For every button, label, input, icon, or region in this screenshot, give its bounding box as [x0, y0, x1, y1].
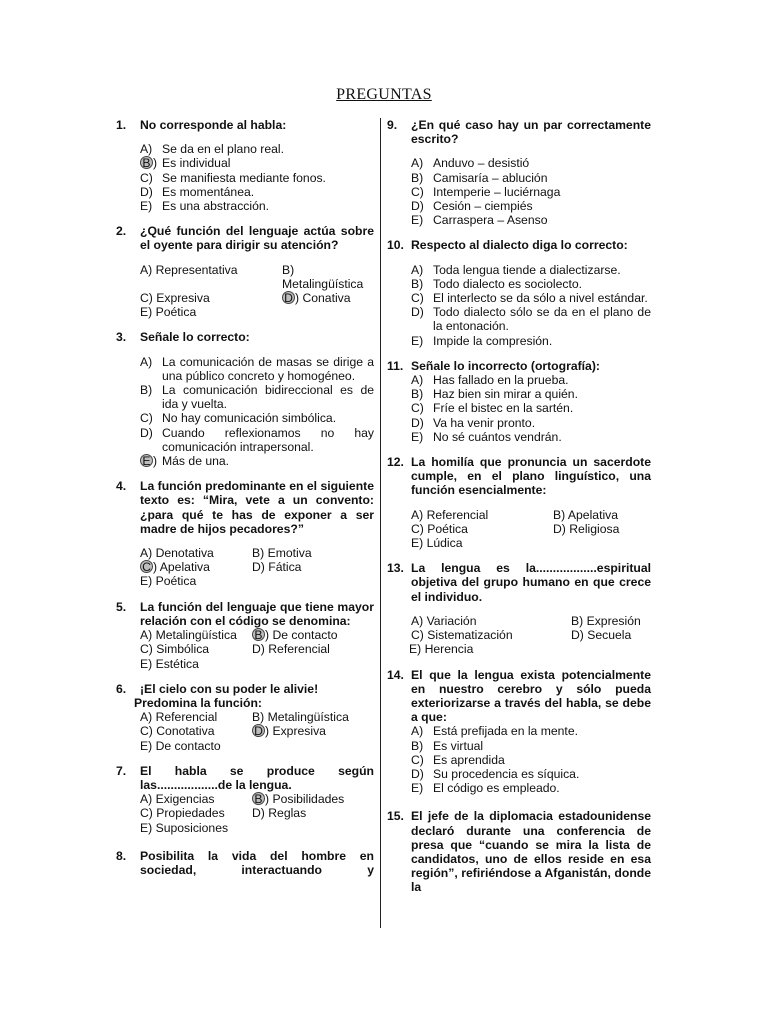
question-number: 7.: [116, 763, 127, 778]
question-8: [116, 849, 374, 877]
option: D) Reglas: [252, 806, 307, 821]
option: D) Cuando reflexionamos no hay comunicación intrapersonal.: [140, 425, 374, 454]
question-number: 3.: [116, 330, 127, 345]
option: E) Carraspera – Asenso: [411, 213, 548, 228]
question-12: [387, 455, 651, 550]
question-9: [387, 118, 651, 227]
question-number: 14.: [387, 667, 404, 682]
option: C) Conotativa: [140, 724, 215, 739]
option: C) No hay comunicación simbólica.: [140, 411, 337, 426]
question-number: 10.: [387, 238, 404, 253]
question-stem: El jefe de la diplomacia estadounidense declaró durante una conferencia de presa que “cuando se mira la lista de candidatos, uno de ellos reside en esa región”, refiriéndose a Afganistán, donde la: [411, 809, 651, 895]
question-number: 5.: [116, 599, 127, 614]
question-number: 11.: [387, 358, 404, 373]
question-5: [116, 600, 374, 671]
option: C) Se manifiesta mediante fonos.: [140, 170, 326, 185]
question-stem: Señale lo correcto:: [140, 330, 250, 345]
option: D) Es momentánea.: [140, 184, 255, 199]
option: C) Poética: [411, 521, 468, 536]
option: C) Fríe el bistec en la sartén.: [411, 401, 574, 416]
option: E) Lúdica: [411, 536, 463, 551]
question-stem: La función predominante en el siguiente texto es: “Mira, vete a un convento: ¿para qué te has de exponer a ser madre de hijos pecadores?”: [140, 479, 374, 536]
option: D) Referencial: [252, 642, 330, 657]
option: B) Todo dialecto es sociolecto.: [411, 276, 583, 291]
column-divider: [380, 118, 381, 928]
question-number: 2.: [116, 224, 127, 239]
question-number: 15.: [387, 809, 404, 824]
option: C) Expresiva: [140, 291, 210, 306]
question-stem: Posibilita la vida del hombre en sociedad, interactuando y: [140, 848, 374, 877]
question-stem: La lengua es la..................espiritual objetiva del grupo humano en que crece el individuo.: [411, 561, 651, 604]
option: B) La comunicación bidireccional es de ida y vuelta.: [140, 383, 374, 412]
option: B) Metalingüística: [252, 710, 349, 725]
question-14: [387, 668, 651, 796]
question-11: [387, 359, 651, 444]
question-stem: Señale lo incorrecto (ortografía):: [411, 358, 600, 373]
option: B) Camisaría – ablución: [411, 170, 548, 185]
option: A) Denotativa: [140, 546, 214, 561]
question-10: [387, 238, 651, 347]
option: C) El interlecto se da sólo a nivel estándar.: [411, 291, 648, 306]
question-number: 12.: [387, 455, 404, 470]
option: A) La comunicación de masas se dirige a una público concreto y homogéneo.: [140, 354, 374, 383]
page-title: PREGUNTAS: [336, 86, 432, 103]
option: A) Representativa: [140, 262, 238, 277]
option: B) Haz bien sin mirar a quién.: [411, 387, 578, 402]
option: C) Sistematización: [411, 628, 513, 643]
question-15: [387, 809, 651, 894]
question-stem: Respecto al dialecto diga lo correcto:: [411, 238, 628, 253]
option-marked: D ) Conativa: [282, 291, 374, 305]
question-7: [116, 764, 374, 835]
option: E) Suposiciones: [140, 820, 229, 835]
option: A) Referencial: [411, 507, 489, 522]
option: E) No sé cuántos vendrán.: [411, 429, 562, 444]
option: A) Se da en el plano real.: [140, 142, 284, 157]
option: B) Apelativa: [553, 507, 619, 522]
option: D) Cesión – ciempiés: [411, 199, 533, 214]
option-marked: B ) De contacto: [252, 628, 374, 642]
question-stem: No corresponde al habla:: [140, 118, 287, 132]
question-number: 9.: [387, 118, 398, 132]
question-stem: ¿Qué función del lenguaje actúa sobre el oyente para dirigir su atención?: [140, 224, 374, 253]
option-marked: C ) Apelativa: [140, 560, 252, 574]
option: A) Has fallado en la prueba.: [411, 373, 569, 388]
question-13: [387, 561, 651, 656]
question-number: 4.: [116, 479, 127, 494]
option-marked: B ) Es individual: [140, 156, 374, 170]
question-stem: El que la lengua exista potencialmente en nuestro cerebro y sólo pueda exteriorizarse a través del habla, se debe a que:: [411, 667, 651, 725]
option: B) Emotiva: [252, 546, 312, 561]
option: E) Estética: [140, 656, 199, 671]
answer-mark-icon: C: [140, 560, 153, 573]
answer-mark-icon: D: [252, 724, 265, 737]
answer-mark-icon: B: [140, 156, 153, 169]
option: A) Metalingüística: [140, 628, 237, 643]
option-marked: B ) Posibilidades: [252, 792, 374, 806]
option: A) Está prefijada en la mente.: [411, 724, 578, 739]
question-stem: La función del lenguaje que tiene mayor relación con el código se denomina:: [140, 599, 374, 628]
question-stem-line2: Predomina la función:: [134, 695, 262, 710]
option: C) Simbólica: [140, 642, 210, 657]
option: D) Fática: [252, 560, 302, 575]
question-2: [116, 224, 374, 319]
question-1: [116, 118, 374, 213]
option: B) Metalingüística: [282, 262, 364, 291]
question-number: 1.: [116, 118, 127, 132]
question-number: 8.: [116, 848, 127, 863]
option: E) Impide la compresión.: [411, 333, 553, 348]
option: E) Poética: [140, 574, 197, 589]
answer-mark-icon: B: [252, 792, 265, 805]
option: C) Intemperie – luciérnaga: [411, 184, 561, 199]
option: E) Herencia: [409, 642, 474, 657]
option: D) Va ha venir pronto.: [411, 415, 536, 430]
option: D) Religiosa: [553, 521, 620, 536]
option: E) Es una abstracción.: [140, 199, 270, 214]
option: A) Variación: [411, 613, 477, 628]
question-6: [116, 682, 374, 753]
option-marked: D ) Expresiva: [252, 724, 374, 738]
question-stem: El habla se produce según las..................de la lengua.: [140, 763, 374, 792]
option: A) Toda lengua tiende a dialectizarse.: [411, 262, 621, 277]
question-stem: La homilía que pronuncia un sacerdote cumple, en el plano linguístico, una función esencialmente:: [411, 455, 651, 498]
question-stem: ¿En qué caso hay un par correctamente escrito?: [411, 118, 651, 147]
option: A) Referencial: [140, 710, 218, 725]
option: E) De contacto: [140, 738, 221, 753]
option: C) Es aprendida: [411, 752, 505, 767]
option: C) Propiedades: [140, 806, 225, 821]
answer-mark-icon: B: [252, 628, 265, 641]
answer-mark-icon: E: [140, 454, 153, 467]
option: B) Es virtual: [411, 738, 484, 753]
question-number: 13.: [387, 561, 404, 576]
left-column: [116, 118, 374, 877]
question-3: [116, 330, 374, 468]
right-column: [387, 118, 651, 895]
option: A) Anduvo – desistió: [411, 156, 530, 171]
option: A) Exigencias: [140, 792, 215, 807]
option: D) Todo dialecto sólo se da en el plano de la entonación.: [411, 305, 651, 334]
question-4: [116, 479, 374, 588]
answer-mark-icon: D: [282, 291, 295, 304]
option: D) Su procedencia es síquica.: [411, 766, 580, 781]
option: D) Secuela: [571, 628, 632, 643]
question-stem: ¡El cielo con su poder le alivie!: [140, 681, 319, 696]
option-marked: E ) Más de una.: [140, 454, 374, 468]
question-number: 6.: [116, 681, 127, 696]
option: B) Expresión: [571, 613, 641, 628]
option: E) Poética: [140, 305, 197, 320]
option: E) El código es empleado.: [411, 781, 560, 796]
